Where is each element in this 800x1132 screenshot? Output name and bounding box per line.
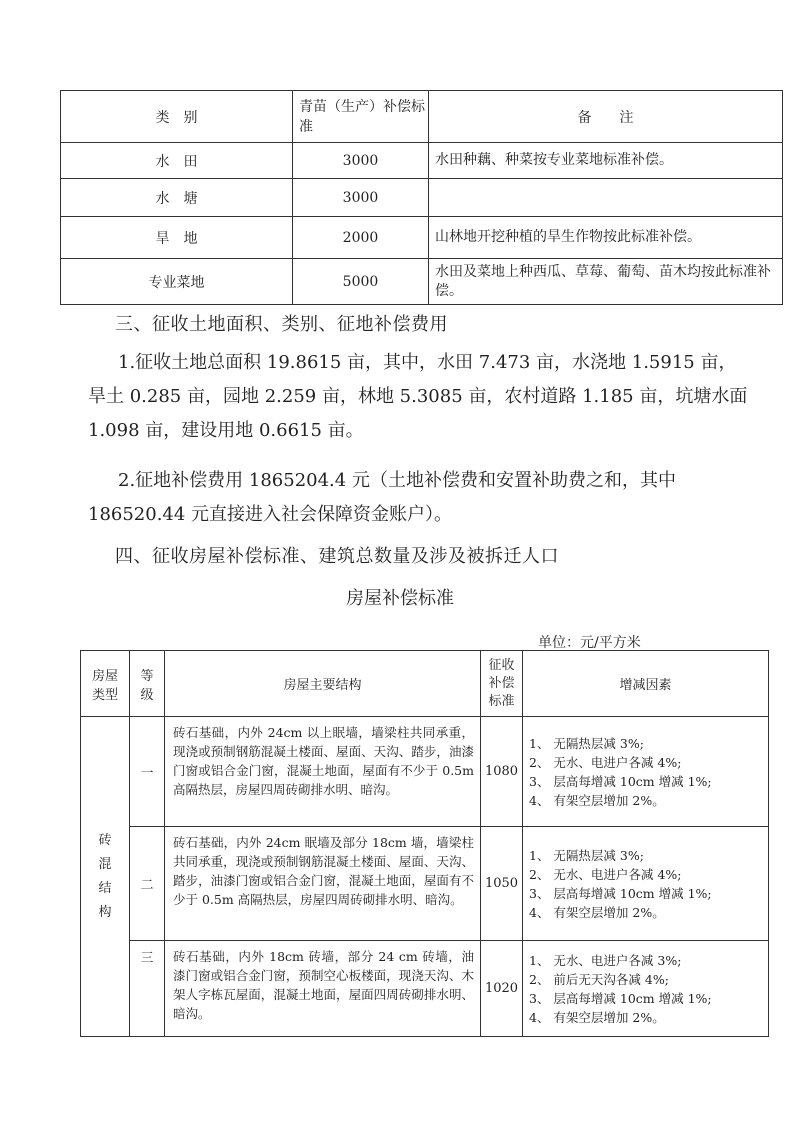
header-standard: 青苗（生产）补偿标准 [293,91,429,143]
table-row [81,941,769,1037]
cell-factors [523,717,769,827]
header-grade: 等级 [130,651,165,717]
cell-factors [523,941,769,1037]
header-structure: 房屋主要结构 [165,651,481,717]
cell-price: 1050 [481,827,523,941]
cell-category: 旱 地 [61,217,293,259]
table-row [61,143,783,179]
cell-structure: 砖石基础，内外 24cm 以上眠墙，墙梁柱共同承重，现浇或预制钢筋混凝土楼面、屋面、天沟、踏步，油漆门窗或铝合金门窗，混凝土地面，屋面有不少于 0.5m 高隔热层，房屋四周砖砌排水明、暗沟。 [165,717,481,827]
section3-para2: 2.征地补偿费用 1865204.4 元（土地补偿费和安置补助费之和，其中 186520.44 元直接进入社会保障资金账户）。 [88,470,676,525]
cell-price: 1020 [481,941,523,1037]
factor-item: 4、 有架空层增加 2%。 [529,1009,665,1025]
cell-note: 水田种藕、种菜按专业菜地标准补偿。 [429,143,783,179]
header-note: 备 注 [429,91,783,143]
table-header-row [61,91,783,143]
cell-standard: 3000 [293,179,429,217]
unit-label: 单位：元/平方米 [538,635,641,651]
cell-grade: 二 [130,827,165,941]
factor-item: 3、 层高每增减 10cm 增减 1%; [529,773,712,789]
factor-item: 2、 前后无天沟各减 4%; [529,971,669,987]
header-type: 房屋类型 [81,651,130,717]
factor-item: 4、 有架空层增加 2%。 [529,792,665,808]
cell-price: 1080 [481,717,523,827]
factor-item: 3、 层高每增减 10cm 增减 1%; [529,990,712,1006]
cell-grade: 一 [130,717,165,827]
factor-item: 2、 无水、电进户各减 4%; [529,866,682,882]
cell-note: 水田及菜地上种西瓜、草莓、葡萄、苗木均按此标准补偿。 [429,259,783,305]
cell-factors [523,827,769,941]
factor-item: 3、 层高每增减 10cm 增减 1%; [529,885,712,901]
cell-standard: 2000 [293,217,429,259]
cell-grade: 三 [130,941,165,1037]
house-table-title: 房屋补偿标准 [346,588,454,609]
table-header-row [81,651,769,717]
header-factors: 增减因素 [523,651,769,717]
factor-item: 2、 无水、电进户各减 4%; [529,754,682,770]
cell-standard: 3000 [293,143,429,179]
header-category: 类 别 [61,91,293,143]
section4-heading: 四、征收房屋补偿标准、建筑总数量及涉及被拆迁人口 [115,546,559,567]
cell-category: 水 田 [61,143,293,179]
cell-standard: 5000 [293,259,429,305]
factor-item: 4、 有架空层增加 2%。 [529,904,665,920]
table-row [61,259,783,305]
cell-category: 水 塘 [61,179,293,217]
cell-note: 山林地开挖种植的旱生作物按此标准补偿。 [429,217,783,259]
table-row [61,179,783,217]
cell-category: 专业菜地 [61,259,293,305]
section3-para1: 1.征收土地总面积 19.8615 亩，其中，水田 7.473 亩，水浇地 1.5915 亩，旱土 0.285 亩，园地 2.259 亩，林地 5.3085 亩，农村道路 1.185 亩，坑塘水面 1.098 亩，建设用地 0.6615 亩。 [88,352,748,441]
factor-item: 1、 无隔热层减 3%; [529,735,644,751]
table-row [61,217,783,259]
cell-house-type: 砖混结构 [81,717,130,1037]
cell-structure: 砖石基础，内外 18cm 砖墙，部分 24 cm 砖墙，油漆门窗或铝合金门窗，预制空心板楼面，现浇天沟、木架人字栋瓦屋面，混凝土地面，屋面四周砖砌排水明、暗沟。 [165,941,481,1037]
header-price: 征收补偿标准 [481,651,523,717]
table-row [81,717,769,827]
section3-heading: 三、征收土地面积、类别、征地补偿费用 [115,314,448,335]
crop-compensation-table [60,90,783,305]
factor-item: 1、 无隔热层减 3%; [529,847,644,863]
cell-structure: 砖石基础，内外 24cm 眠墙及部分 18cm 墙，墙梁柱共同承重，现浇或预制钢筋混凝土楼面、屋面、天沟、踏步，油漆门窗或铝合金门窗，混凝土地面，屋面有不少于 0.5m 高隔热层，房屋四周砖砌排水明、暗沟。 [165,827,481,941]
cell-note [429,179,783,217]
table-row [81,827,769,941]
factor-item: 1、 无水、电进户各减 3%; [529,952,682,968]
house-compensation-table [80,650,769,1037]
